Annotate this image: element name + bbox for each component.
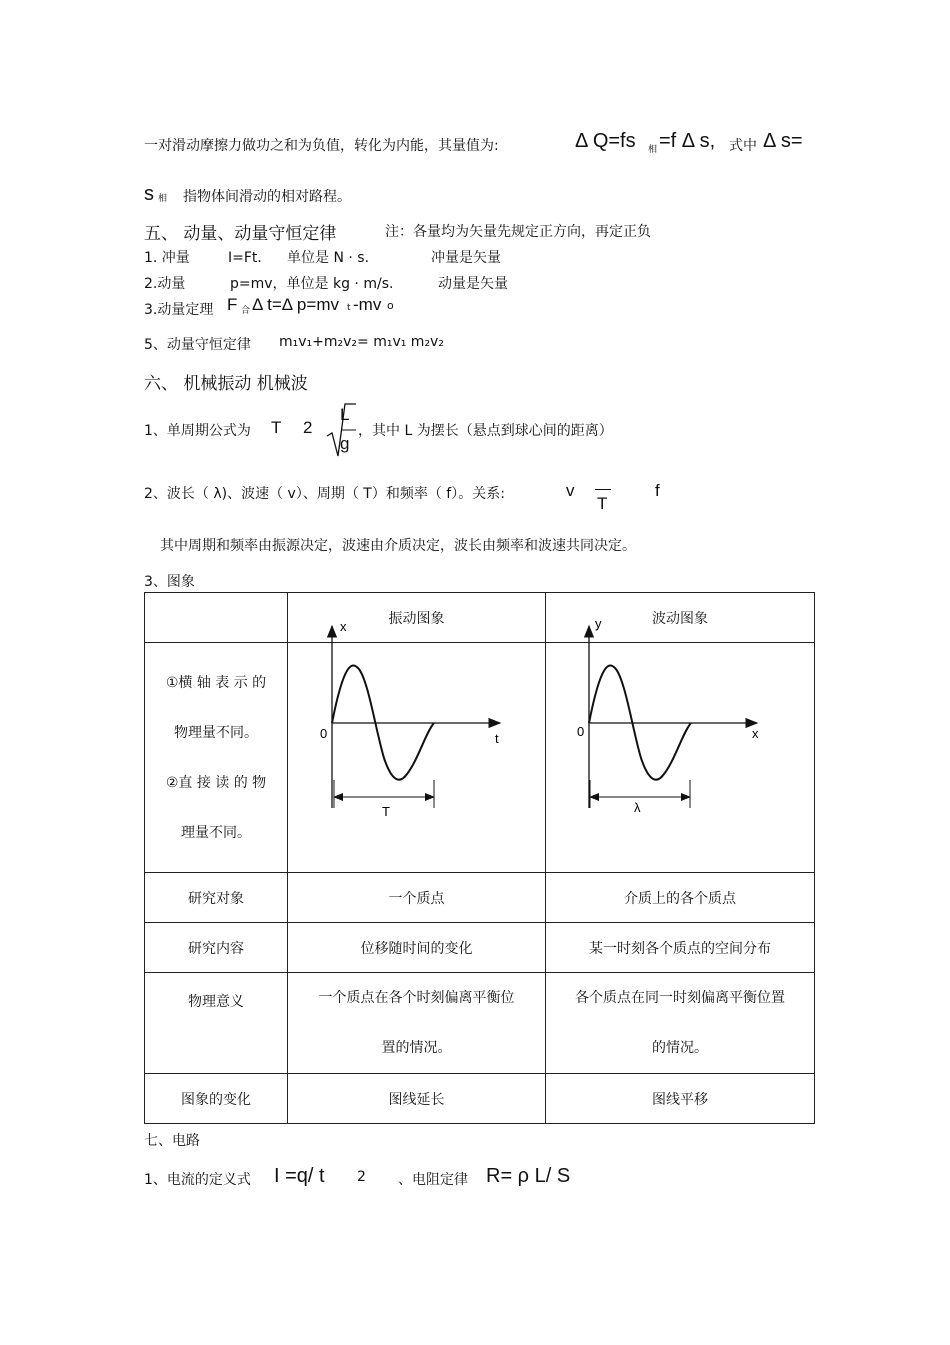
row-label: 物理意义 xyxy=(145,973,288,1074)
theorem-formula-end: -mv xyxy=(353,295,382,314)
fds-formula: =f Δ s, xyxy=(659,130,716,152)
diff-line-3: ②直 接 读 的 物 xyxy=(165,774,267,791)
shizhong-text: 式中 xyxy=(729,138,757,154)
wave-y-label: y xyxy=(595,616,602,631)
impulse-vector: 冲量是矢量 xyxy=(431,250,501,266)
pendulum-label: 1、单周期公式为 xyxy=(144,423,251,439)
table-row xyxy=(145,973,815,1074)
current-formula: I =q/ t xyxy=(274,1165,325,1187)
row-label: 图象的变化 xyxy=(145,1074,288,1124)
resistance-formula: R= ρ L/ S xyxy=(486,1165,571,1187)
theorem-t-sub: t xyxy=(347,303,351,313)
vib-x-label: t xyxy=(495,731,499,746)
theorem-formula: Δ t=Δ p=mv xyxy=(252,295,339,314)
wave-meaning-1: 各个质点在同一时刻偏离平衡位置 xyxy=(575,990,785,1006)
row-vib: 一个质点 xyxy=(288,873,546,923)
table-row xyxy=(145,923,815,973)
table-row xyxy=(145,873,815,923)
s-subscript: 相 xyxy=(158,194,168,204)
pendulum-L: L xyxy=(340,405,350,424)
row-label: 研究内容 xyxy=(145,923,288,973)
relation-T: T xyxy=(597,494,608,513)
diff-line-2: 物理量不同。 xyxy=(174,724,258,741)
pendulum-T: T xyxy=(271,418,282,437)
vib-origin: 0 xyxy=(320,726,328,741)
table-row xyxy=(145,1074,815,1124)
relation-v: v xyxy=(566,481,575,500)
pendulum-2: 2 xyxy=(303,418,313,437)
diff-line-1: ①横 轴 表 示 的 xyxy=(165,674,267,691)
momentum-label: 2.动量 xyxy=(144,276,186,292)
wave-length-label: λ xyxy=(634,800,641,815)
conservation-label: 5、动量守恒定律 xyxy=(144,337,251,353)
section6-title: 六、 机械振动 机械波 xyxy=(144,374,308,394)
delta-q-formula: Δ Q=fs xyxy=(575,130,636,152)
table-corner xyxy=(145,593,288,643)
row-wave: 图线平移 xyxy=(546,1074,815,1124)
wave-x-label: x xyxy=(752,726,759,741)
row-wave: 介质上的各个质点 xyxy=(546,873,815,923)
row-vib xyxy=(288,973,546,1074)
fraction-bar xyxy=(595,489,611,490)
pendulum-g: g xyxy=(340,434,350,453)
wave-graph xyxy=(560,612,800,827)
s-symbol: s xyxy=(144,183,154,205)
vib-y-label: x xyxy=(340,619,347,634)
row-wave: 某一时刻各个质点的空间分布 xyxy=(546,923,815,973)
momentum-theorem-label: 3.动量定理 xyxy=(144,302,214,318)
diff-line-4: 理量不同。 xyxy=(181,824,251,841)
conservation-formula: m₁v₁+m₂v₂= m₁v₁ m₂v₂ xyxy=(279,334,444,350)
vib-meaning-2: 置的情况。 xyxy=(381,1040,452,1056)
friction-text: 一对滑动摩擦力做功之和为负值，转化为内能，其量值为: xyxy=(144,138,499,154)
row-vib: 位移随时间的变化 xyxy=(288,923,546,973)
pendulum-desc: ，其中 L 为摆长（悬点到球心间的距离） xyxy=(358,423,613,439)
section5-title: 五、 动量、动量守恒定律 xyxy=(144,224,337,244)
wave-meaning-2: 的情况。 xyxy=(652,1040,708,1056)
momentum-formula: p=mv，单位是 kg · m/s. xyxy=(230,276,394,292)
relation-f: f xyxy=(655,481,660,500)
item-number-2: 2 xyxy=(357,1169,366,1185)
row-wave xyxy=(546,973,815,1074)
axis-difference-cell xyxy=(145,643,288,873)
vib-meaning-1: 一个质点在各个时刻偏离平衡位 xyxy=(318,990,515,1006)
vibration-graph xyxy=(300,612,540,827)
theorem-o-sub: o xyxy=(387,299,394,312)
header-wave: 波动图象 xyxy=(546,593,815,643)
section7-title: 七、电路 xyxy=(144,1133,200,1149)
theorem-he-sub: 合 xyxy=(241,306,251,316)
section5-note: 注：各量均为矢量先规定正方向，再定正负 xyxy=(385,224,651,240)
vib-period-label: T xyxy=(382,804,390,819)
impulse-unit: 单位是 N · s. xyxy=(287,250,370,266)
impulse-formula: I=Ft． xyxy=(228,250,272,266)
xiang-subscript: 相 xyxy=(648,145,658,155)
wave-relation-label: 2、波长（ λ)、波速（ v）、周期（ T）和频率（ f）。关系: xyxy=(144,486,505,502)
delta-s-formula: Δ s= xyxy=(763,130,803,152)
theorem-F: F xyxy=(227,295,238,314)
impulse-label: 1. 冲量 xyxy=(144,250,190,266)
row-vib: 图线延长 xyxy=(288,1074,546,1124)
momentum-vector: 动量是矢量 xyxy=(438,276,508,292)
determine-text: 其中周期和频率由振源决定，波速由介质决定，波长由频率和波速共同决定。 xyxy=(160,538,636,554)
wave-origin: 0 xyxy=(577,724,585,739)
relative-path-text: 指物体间滑动的相对路程。 xyxy=(183,189,351,205)
graph-heading: 3、图象 xyxy=(144,574,195,590)
row-label: 研究对象 xyxy=(145,873,288,923)
current-label: 1、电流的定义式 xyxy=(144,1172,251,1188)
header-vibration: 振动图象 xyxy=(288,593,546,643)
resistance-label: 、电阻定律 xyxy=(398,1172,468,1188)
